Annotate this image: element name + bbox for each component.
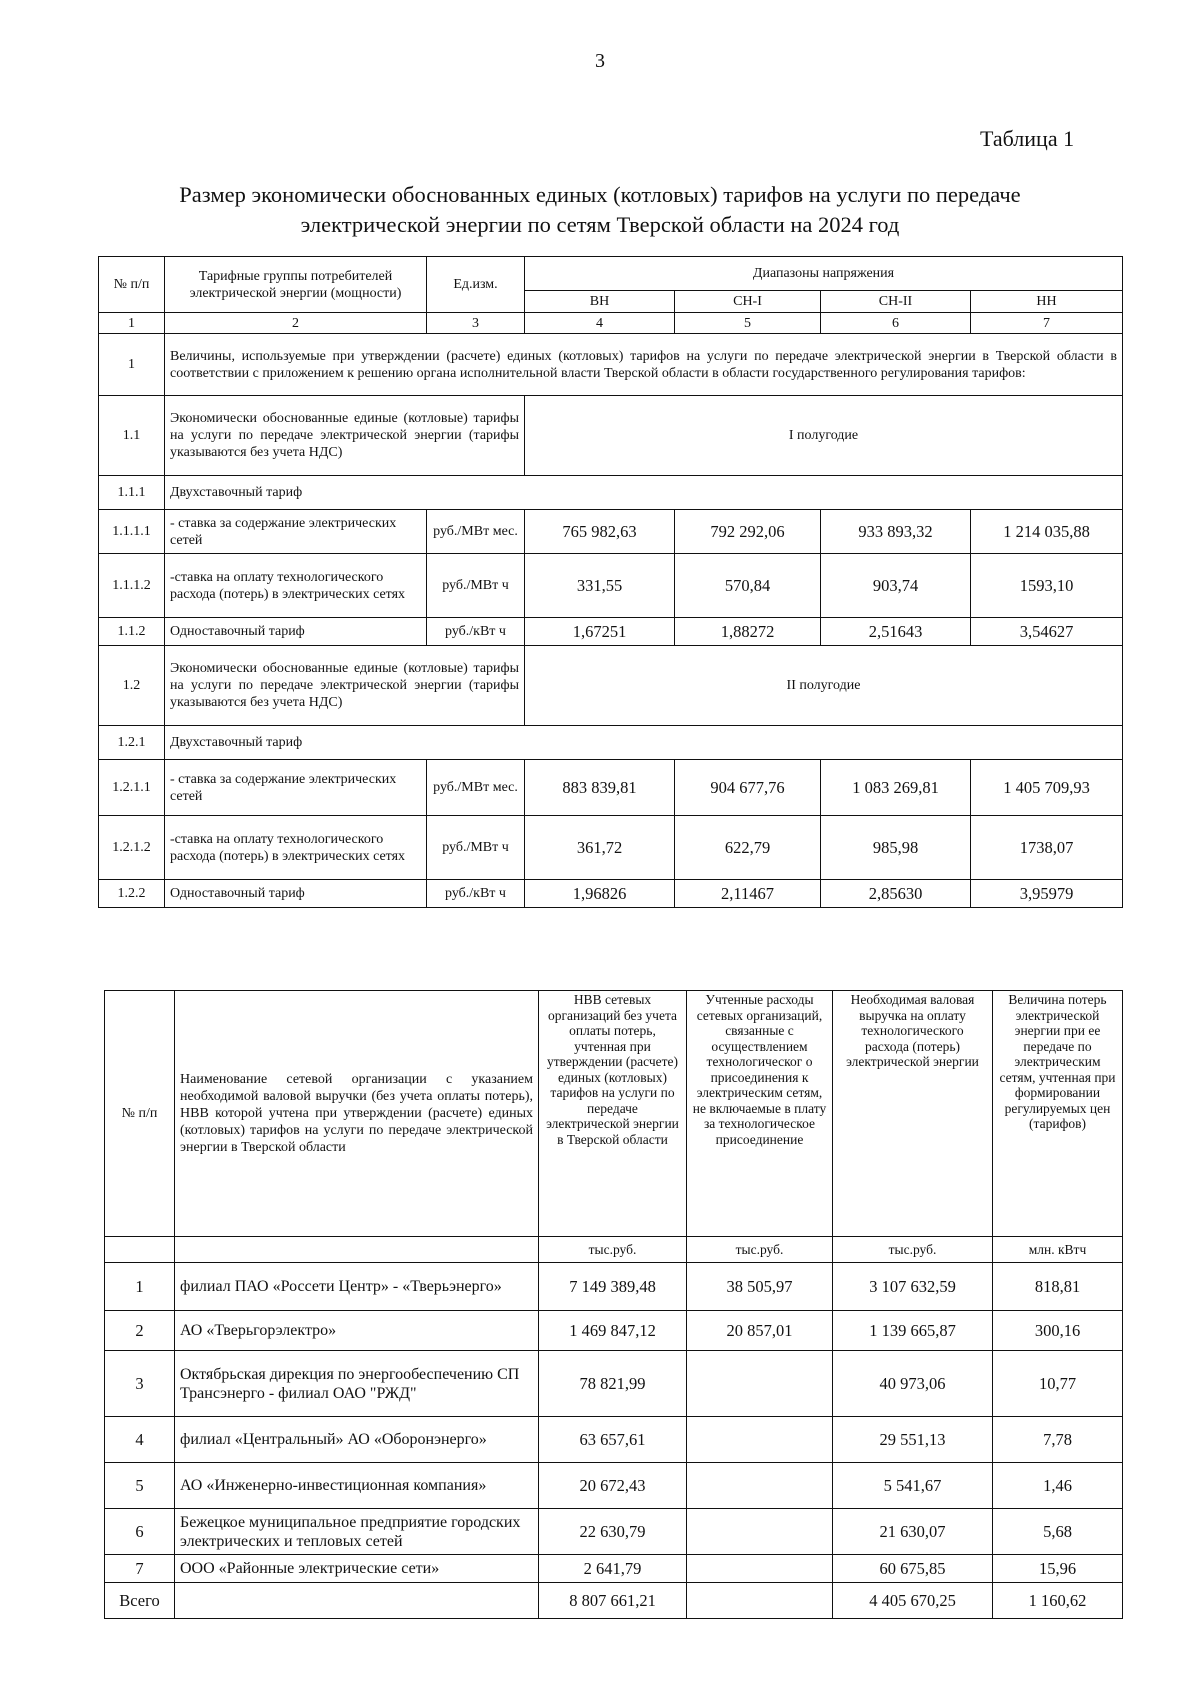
- value-vn: 765 982,63: [525, 510, 675, 554]
- network-organizations-table: [104, 990, 1123, 1619]
- table-row: [105, 1555, 1123, 1583]
- value-sn1: 570,84: [675, 554, 821, 618]
- value-losses-revenue: 5 541,67: [833, 1463, 993, 1509]
- index-cell: 6: [821, 313, 971, 334]
- row-unit: руб./МВт мес.: [427, 760, 525, 816]
- value-losses-volume: 1,46: [993, 1463, 1123, 1509]
- value-nvv: 20 672,43: [539, 1463, 687, 1509]
- header-num: № п/п: [99, 257, 165, 313]
- row-num: 5: [105, 1463, 175, 1509]
- row-num: 1: [105, 1263, 175, 1311]
- value-losses-revenue: 29 551,13: [833, 1417, 993, 1463]
- value-sn2: 985,98: [821, 816, 971, 880]
- index-cell: 1: [99, 313, 165, 334]
- row-text: -ставка на оплату технологического расхода (потерь) в электрических сетях: [165, 554, 427, 618]
- row-num: 1.2.1.1: [99, 760, 165, 816]
- value-sn2: 2,85630: [821, 880, 971, 908]
- table-row: [105, 1509, 1123, 1555]
- row-text: Одноставочный тариф: [165, 880, 427, 908]
- total-name: [175, 1583, 539, 1619]
- row-num: 1.2.2: [99, 880, 165, 908]
- unit-nvv: тыс.руб.: [539, 1237, 687, 1263]
- value-nvv: 2 641,79: [539, 1555, 687, 1583]
- index-cell: 7: [971, 313, 1123, 334]
- value-nn: 1738,07: [971, 816, 1123, 880]
- title-line-1: Размер экономически обоснованных единых (котловых) тарифов на услуги по передаче: [179, 182, 1021, 207]
- row-num: 4: [105, 1417, 175, 1463]
- index-cell: 2: [165, 313, 427, 334]
- org-name: АО «Инженерно-инвестиционная компания»: [175, 1463, 539, 1509]
- value-connection-costs: [687, 1463, 833, 1509]
- value-vn: 1,67251: [525, 618, 675, 646]
- total-nvv: 8 807 661,21: [539, 1583, 687, 1619]
- value-losses-revenue: 3 107 632,59: [833, 1263, 993, 1311]
- value-vn: 1,96826: [525, 880, 675, 908]
- value-connection-costs: [687, 1351, 833, 1417]
- value-losses-volume: 7,78: [993, 1417, 1123, 1463]
- value-nvv: 7 149 389,48: [539, 1263, 687, 1311]
- row-num: 3: [105, 1351, 175, 1417]
- row-num: 7: [105, 1555, 175, 1583]
- period-label: II полугодие: [525, 646, 1123, 726]
- value-vn: 331,55: [525, 554, 675, 618]
- total-losses-revenue: 4 405 670,25: [833, 1583, 993, 1619]
- row-num: 1.1: [99, 396, 165, 476]
- units-empty: [105, 1237, 175, 1263]
- value-nvv: 63 657,61: [539, 1417, 687, 1463]
- row-unit: руб./кВт ч: [427, 880, 525, 908]
- value-losses-volume: 15,96: [993, 1555, 1123, 1583]
- units-empty: [175, 1237, 539, 1263]
- row-text: Одноставочный тариф: [165, 618, 427, 646]
- header-unit: Ед.изм.: [427, 257, 525, 313]
- value-losses-revenue: 1 139 665,87: [833, 1311, 993, 1351]
- value-nvv: 1 469 847,12: [539, 1311, 687, 1351]
- table-row: [105, 1463, 1123, 1509]
- value-losses-volume: 818,81: [993, 1263, 1123, 1311]
- header-sn1: СН-I: [675, 291, 821, 313]
- value-sn1: 792 292,06: [675, 510, 821, 554]
- value-nn: 3,54627: [971, 618, 1123, 646]
- value-nn: 3,95979: [971, 880, 1123, 908]
- value-nn: 1 405 709,93: [971, 760, 1123, 816]
- header-vn: ВН: [525, 291, 675, 313]
- value-nn: 1 214 035,88: [971, 510, 1123, 554]
- row-num: 1.1.2: [99, 618, 165, 646]
- value-connection-costs: [687, 1555, 833, 1583]
- value-connection-costs: 38 505,97: [687, 1263, 833, 1311]
- unit-losses-revenue: тыс.руб.: [833, 1237, 993, 1263]
- unit-connection-costs: тыс.руб.: [687, 1237, 833, 1263]
- header-groups: Тарифные группы потребителей электрической энергии (мощности): [165, 257, 427, 313]
- table-row: [105, 1417, 1123, 1463]
- row-text: - ставка за содержание электрических сетей: [165, 760, 427, 816]
- total-label: Всего: [105, 1583, 175, 1619]
- org-name: Октябрьская дирекция по энергообеспечению СП Трансэнерго - филиал ОАО "РЖД": [175, 1351, 539, 1417]
- value-losses-volume: 5,68: [993, 1509, 1123, 1555]
- table-row: [105, 1311, 1123, 1351]
- value-sn2: 903,74: [821, 554, 971, 618]
- value-sn1: 622,79: [675, 816, 821, 880]
- value-sn2: 933 893,32: [821, 510, 971, 554]
- header-losses-volume: Величина потерь электрической энергии при ее передаче по электрическим сетям, учтенная при формировании регулируемых цен (тарифов): [993, 991, 1123, 1237]
- row-unit: руб./МВт мес.: [427, 510, 525, 554]
- value-sn1: 1,88272: [675, 618, 821, 646]
- row-num: 1.2: [99, 646, 165, 726]
- org-name: Бежецкое муниципальное предприятие городских электрических и тепловых сетей: [175, 1509, 539, 1555]
- row-unit: руб./МВт ч: [427, 816, 525, 880]
- row-num: 1.1.1.1: [99, 510, 165, 554]
- row-unit: руб./МВт ч: [427, 554, 525, 618]
- value-nn: 1593,10: [971, 554, 1123, 618]
- row-num: 1.2.1: [99, 726, 165, 760]
- header-losses-revenue: Необходимая валовая выручка на оплату технологического расхода (потерь) электрической энергии: [833, 991, 993, 1237]
- table-row: [105, 1263, 1123, 1311]
- value-sn1: 904 677,76: [675, 760, 821, 816]
- row-text: -ставка на оплату технологического расхода (потерь) в электрических сетях: [165, 816, 427, 880]
- value-sn2: 1 083 269,81: [821, 760, 971, 816]
- value-vn: 361,72: [525, 816, 675, 880]
- value-sn2: 2,51643: [821, 618, 971, 646]
- value-vn: 883 839,81: [525, 760, 675, 816]
- header-num: № п/п: [105, 991, 175, 1237]
- value-losses-revenue: 60 675,85: [833, 1555, 993, 1583]
- table-row: [105, 1351, 1123, 1417]
- page-number: 3: [595, 50, 605, 72]
- org-name: ООО «Районные электрические сети»: [175, 1555, 539, 1583]
- header-name: Наименование сетевой организации с указанием необходимой валовой выручки (без учета оплаты потерь), НВВ которой учтена при утверждении (расчете) единых (котловых) тарифов на услуги по передаче электрической энергии в Тверской области: [175, 991, 539, 1237]
- value-connection-costs: 20 857,01: [687, 1311, 833, 1351]
- header-sn2: СН-II: [821, 291, 971, 313]
- row-num: 1.1.1.2: [99, 554, 165, 618]
- index-cell: 5: [675, 313, 821, 334]
- header-nvv: НВВ сетевых организаций без учета оплаты потерь, учтенная при утверждении (расчете) единых (котловых) тарифов на услуги по передаче электрической энергии в Тверской области: [539, 991, 687, 1237]
- header-nn: НН: [971, 291, 1123, 313]
- index-cell: 4: [525, 313, 675, 334]
- row-text: Двухставочный тариф: [165, 726, 1123, 760]
- section-description: Величины, используемые при утверждении (расчете) единых (котловых) тарифов на услуги по передаче электрической энергии в Тверской области в соответствии с приложением к решению органа исполнительной власти Тверской области в области государственного регулирования тарифов:: [165, 334, 1123, 396]
- header-connection-costs: Учтенные расходы сетевых организаций, связанные с осуществлением технологическог о присоединения к электрическим сетям, не включаемые в плату за технологическое присоединение: [687, 991, 833, 1237]
- row-num: 1: [99, 334, 165, 396]
- index-cell: 3: [427, 313, 525, 334]
- value-nvv: 78 821,99: [539, 1351, 687, 1417]
- value-losses-revenue: 40 973,06: [833, 1351, 993, 1417]
- org-name: филиал ПАО «Россети Центр» - «Тверьэнерго»: [175, 1263, 539, 1311]
- row-num: 1.1.1: [99, 476, 165, 510]
- row-num: 6: [105, 1509, 175, 1555]
- row-unit: руб./кВт ч: [427, 618, 525, 646]
- row-text: Экономически обоснованные единые (котловые) тарифы на услуги по передаче электрической энергии (тарифы указываются без учета НДС): [165, 396, 525, 476]
- total-row: [105, 1583, 1123, 1619]
- title-line-2: электрической энергии по сетям Тверской области на 2024 год: [300, 212, 900, 237]
- row-text: - ставка за содержание электрических сетей: [165, 510, 427, 554]
- value-losses-revenue: 21 630,07: [833, 1509, 993, 1555]
- org-name: АО «Тверьгорэлектро»: [175, 1311, 539, 1351]
- row-num: 2: [105, 1311, 175, 1351]
- page-title: [120, 180, 1080, 240]
- value-nvv: 22 630,79: [539, 1509, 687, 1555]
- value-losses-volume: 10,77: [993, 1351, 1123, 1417]
- value-sn1: 2,11467: [675, 880, 821, 908]
- value-losses-volume: 300,16: [993, 1311, 1123, 1351]
- total-connection-costs: [687, 1583, 833, 1619]
- header-ranges: Диапазоны напряжения: [525, 257, 1123, 291]
- value-connection-costs: [687, 1509, 833, 1555]
- org-name: филиал «Центральный» АО «Оборонэнерго»: [175, 1417, 539, 1463]
- tariff-table: [98, 256, 1123, 908]
- table-label: Таблица 1: [980, 126, 1075, 151]
- row-text: Экономически обоснованные единые (котловые) тарифы на услуги по передаче электрической энергии (тарифы указываются без учета НДС): [165, 646, 525, 726]
- total-losses-volume: 1 160,62: [993, 1583, 1123, 1619]
- period-label: I полугодие: [525, 396, 1123, 476]
- value-connection-costs: [687, 1417, 833, 1463]
- row-text: Двухставочный тариф: [165, 476, 1123, 510]
- row-num: 1.2.1.2: [99, 816, 165, 880]
- unit-losses-volume: млн. кВтч: [993, 1237, 1123, 1263]
